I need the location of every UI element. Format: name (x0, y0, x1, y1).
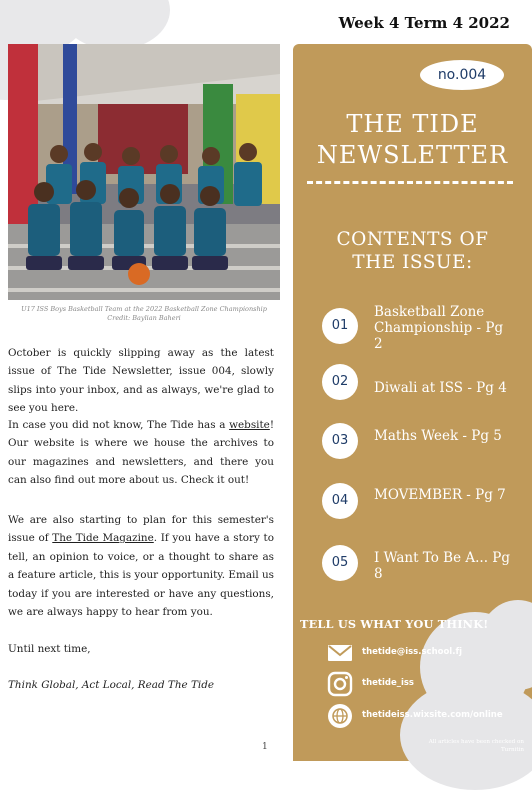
globe-icon (327, 703, 353, 729)
email-icon (327, 640, 353, 666)
photo-credit: Credit: Baylian Baheri (107, 314, 181, 322)
photo-caption (8, 305, 280, 323)
title-divider (307, 181, 513, 184)
contact-instagram[interactable]: thetide_iss (362, 678, 414, 688)
toc-item-3[interactable]: Maths Week - Pg 5 (374, 428, 502, 444)
toc-number-02: 02 (322, 364, 358, 400)
toc-number-04: 04 (322, 483, 358, 519)
contact-website[interactable]: thetideiss.wixsite.com/online (362, 710, 503, 720)
contents-heading-line1: CONTENTS OF (336, 229, 489, 250)
magazine-paragraph (8, 511, 274, 621)
toc-item-5[interactable]: I Want To Be A... Pg 8 (374, 550, 511, 582)
magazine-paragraph-start: We are also starting to plan for this semester's issue of (8, 514, 274, 545)
signoff-line: Think Global, Act Local, Read The Tide (8, 679, 215, 691)
toc-number-01: 01 (322, 308, 358, 344)
toc-item-1[interactable]: Basketball Zone Championship - Pg 2 (374, 304, 504, 352)
toc-item-2[interactable]: Diwali at ISS - Pg 4 (374, 380, 507, 396)
website-paragraph (8, 416, 274, 490)
magazine-paragraph-end: . If you have a story to tell, an opinion to voice, or a thought to share as a feature article, this is your opportunity. Email us today if you are interested or have any questions, we are always happy to hear from you. (8, 532, 274, 619)
closing-line: Until next time, (8, 643, 91, 655)
contact-email[interactable]: thetide@iss.school.fj (362, 647, 463, 657)
decorative-blob-top-left-2 (60, 0, 170, 50)
newsletter-title-line2: NEWSLETTER (316, 141, 509, 169)
toc-number-03: 03 (322, 423, 358, 459)
toc-item-4[interactable]: MOVEMBER - Pg 7 (374, 487, 506, 503)
contents-heading (293, 228, 532, 274)
magazine-link[interactable]: The Tide Magazine (52, 532, 154, 545)
photo-caption-line1: U17 ISS Boys Basketball Team at the 2022 Basketball Zone Championship (21, 305, 267, 313)
contents-heading-line2: THE ISSUE: (352, 252, 473, 273)
feedback-heading: TELL US WHAT YOU THINK! (300, 617, 489, 631)
intro-paragraph: October is quickly slipping away as the latest issue of The Tide Newsletter, issue 004, slowly slips into your inbox, and as always, we're glad to see you here. (8, 347, 274, 415)
turnitin-footnote: All articles have been checked on Turnitin (428, 739, 524, 753)
newsletter-title-line1: THE TIDE (346, 110, 479, 138)
issue-number-badge: no.004 (420, 60, 504, 90)
issue-date: Week 4 Term 4 2022 (338, 14, 510, 32)
instagram-icon (327, 671, 353, 697)
website-paragraph-end: ! Our website is where we house the archives to our magazines and newsletters, and there you can also find out more about us. Check it out! (8, 419, 274, 487)
website-paragraph-start: In case you did not know, The Tide has a (8, 419, 230, 431)
website-link[interactable]: website (229, 419, 270, 431)
team-photo (8, 44, 280, 300)
decorative-blob-bottom-right-3 (400, 680, 532, 790)
page-number: 1 (262, 742, 268, 752)
toc-number-05: 05 (322, 545, 358, 581)
